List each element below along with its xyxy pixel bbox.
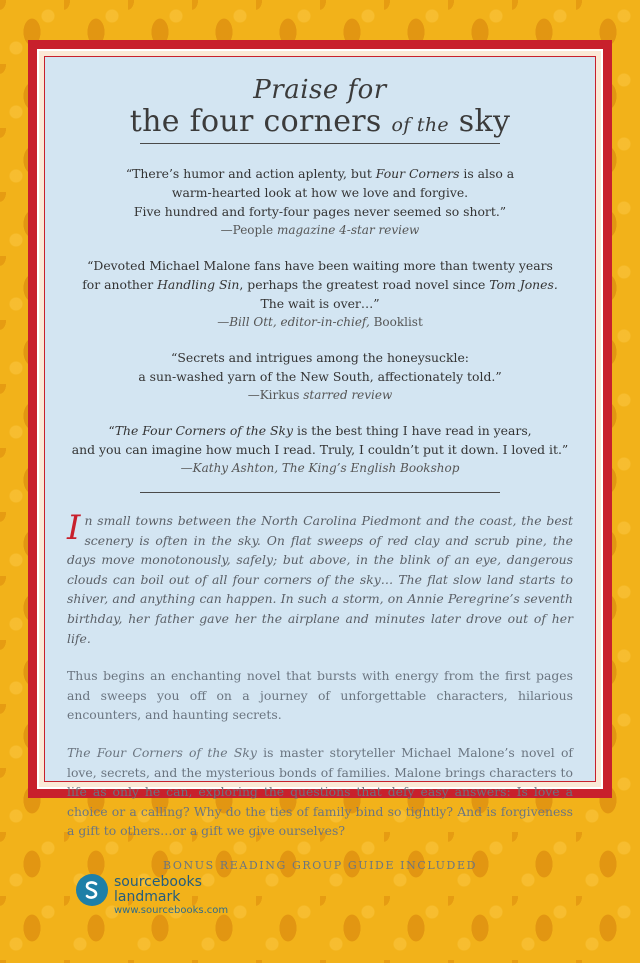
heading-title-part-1: the four corners bbox=[129, 104, 382, 139]
back-cover-frame bbox=[28, 40, 612, 872]
heading-title-part-3: sky bbox=[458, 104, 511, 139]
quotes-section bbox=[45, 164, 595, 478]
publisher-url: www.sourcebooks.com bbox=[114, 905, 229, 916]
quote-people: “There’s humor and action aplenty, but Four Corners is also a warm-hearted look at how we love and forgive. Five hundred and forty-four pages never seemed so short.” —People magazine 4-star review bbox=[45, 164, 595, 240]
heading-divider bbox=[140, 143, 500, 144]
quote-attribution: —Bill Ott, editor-in-chief, Booklist bbox=[217, 315, 423, 329]
quote-booklist: “Devoted Michael Malone fans have been waiting more than twenty years for another Handling Sin, perhaps the greatest road novel since Tom Jones. The wait is over…” —Bill Ott, editor-in-chief, Booklist bbox=[45, 256, 595, 332]
excerpt-paragraph: In small towns between the North Carolina Piedmont and the coast, the best scenery is often in the sky. On flat sweeps of red clay and scrub pine, the days move monotonously, safely; but above, in the blink of an eye, dangerous clouds can boil out of all four corners of the sky… The flat slow land starts to shiver, and anything can happen. In such a storm, on Annie Peregrine’s seventh birthday, her father gave her the airplane and minutes later drove out of her life. bbox=[67, 508, 573, 646]
quote-attribution: —Kirkus starred review bbox=[247, 388, 393, 402]
summary-paragraph-2: The Four Corners of the Sky is master storyteller Michael Malone’s novel of love, secrets, and the mysterious bonds of families. Malone brings characters to life as only he can, exploring the questions that defy easy answers: Is love a choice or a calling? Why do the ties of family bind so tightly? And is forgiveness a gift to others…or a gift we give ourselves? bbox=[67, 744, 573, 839]
drop-cap: I bbox=[67, 508, 81, 548]
publisher-name: sourcebooks landmark www.sourcebooks.com bbox=[114, 874, 229, 916]
sourcebooks-logo-icon bbox=[76, 874, 108, 906]
publisher-logo bbox=[76, 874, 228, 916]
heading-title-part-2: of the bbox=[391, 114, 449, 136]
quote-attribution: —Kathy Ashton, The King’s English Bookshop bbox=[180, 461, 460, 475]
heading-line-1: Praise for bbox=[253, 75, 387, 105]
praise-panel bbox=[44, 56, 596, 872]
heading-line-2 bbox=[45, 104, 595, 139]
quote-kings-english: “The Four Corners of the Sky is the best thing I have read in years, and you can imagine how much I read. Truly, I couldn’t put it down. I loved it.” —Kathy Ashton, The King’s English Bookshop bbox=[45, 421, 595, 478]
summary-paragraph-1: Thus begins an enchanting novel that bursts with energy from the first pages and sweeps you off on a journey of unforgettable characters, hilarious encounters, and haunting secrets. bbox=[67, 668, 573, 723]
praise-heading bbox=[45, 77, 595, 137]
quote-kirkus: “Secrets and intrigues among the honeysuckle: a sun-washed yarn of the New South, affectionately told.” —Kirkus starred review bbox=[45, 348, 595, 405]
bonus-guide-note: BONUS READING GROUP GUIDE INCLUDED bbox=[163, 858, 477, 872]
frame-inner-border bbox=[37, 49, 603, 872]
quotes-divider bbox=[140, 492, 500, 493]
quote-attribution: —People magazine 4-star review bbox=[220, 223, 420, 237]
